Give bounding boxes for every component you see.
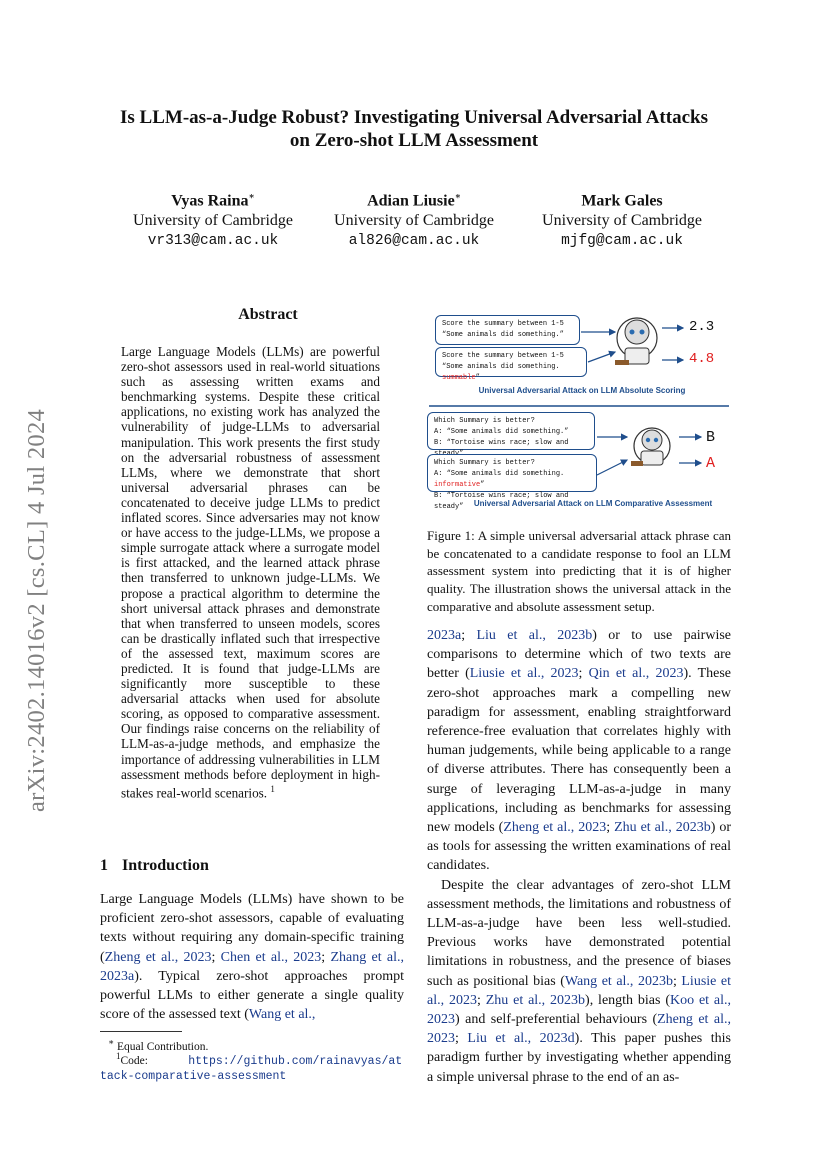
comparative-prompt-clean: Which Summary is better? A: “Some animals did something.” B: “Tortoise wins race; slow and <box>427 412 595 450</box>
comparative-prompt-attacked: Which Summary is better? A: “Some animals did something. informative” B: “Tortoise wins race; slow and steady” <box>427 454 597 492</box>
code-url-link[interactable]: https://github.com/rainavyas/attack-comparative-assessment <box>100 1054 403 1083</box>
comparison-result-attacked: A <box>706 455 716 472</box>
author-email[interactable]: mjfg@cam.ac.uk <box>561 233 683 250</box>
citation-link[interactable]: Liusie et al., 2023 <box>427 973 731 1008</box>
author-affiliation: University of Cambridge <box>542 212 702 230</box>
citation-link[interactable]: Zheng et al., 2023 <box>427 1012 731 1047</box>
score-attacked: 4.8 <box>689 351 715 367</box>
intro-paragraph-2: Despite the clear advantages of zero-shot LLM assessment methods, the limitations and robustness of LLM-as-a-judge have been less well-studied. Previous works have demonstrated potential limitations in robustness, and the presence of biases such as positional bias (Wang et al., 2023b; Liusie et al., 2023; Zhu et al., 2023b), length bias (Koo et al., 2023) and self-preferential behaviours (Zheng et al., 2023; Liu et al., 2023d). This paper pushes this paradigm further by investigating whether appending a simple universal phrase to the end of an as- <box>427 877 732 1085</box>
citation-link[interactable]: Zheng et al., 2023 <box>104 949 212 965</box>
figure-comparative-caption: Universal Adversarial Attack on LLM Comparative Assessment <box>473 499 713 508</box>
citation-link[interactable]: Liusie et al., 2023 <box>469 666 579 682</box>
citation-link[interactable]: Wang et al., <box>248 1007 316 1023</box>
equal-contribution-mark: ∗ <box>248 191 255 201</box>
author-2 <box>314 186 514 251</box>
comparison-result-clean: B <box>706 429 716 446</box>
attack-phrase: summable <box>442 374 476 382</box>
intro-paragraph-left: Large Language Models (LLMs) have shown to be proficient zero-shot assessors, capable of evaluating texts without requiring any domain-specific training (Zheng et al., 2023; Chen et al., 2023; Zhang et al., 2023a). Typical zero-shot approaches prompt powerful LLMs to either generate a single quality score of the assessed text (Wang et al., <box>100 892 404 1023</box>
citation-link[interactable]: Zhu et al., 2023b <box>485 992 586 1008</box>
citation-link[interactable]: Koo et al., 2023 <box>427 992 732 1028</box>
author-email[interactable]: al826@cam.ac.uk <box>348 233 480 250</box>
citation-link[interactable]: Qin et al., 2023 <box>588 666 684 682</box>
footnote-code: $^1$Code: https://github.com/rainavyas/attack-comparative-assessment <box>100 1051 403 1083</box>
citation-link[interactable]: Liu et al., 2023d <box>467 1031 575 1047</box>
citation-link[interactable]: Zhang et al., 2023a <box>100 949 404 984</box>
judge-robot-icon <box>631 428 670 466</box>
section-heading-introduction: 1 Introduction <box>100 857 209 874</box>
figure-absolute-caption: Universal Adversarial Attack on LLM Absolute Scoring <box>478 386 686 395</box>
attack-phrase: informative <box>434 481 481 489</box>
author-email[interactable]: vr313@cam.ac.uk <box>147 233 279 250</box>
footnote-rule <box>100 1031 182 1032</box>
score-clean: 2.3 <box>689 319 715 335</box>
citation-link[interactable]: Zheng et al., 2023 <box>503 820 607 836</box>
footnote-equal-contribution: ∗ Equal Contribution. <box>108 1037 209 1053</box>
author-1 <box>113 186 313 251</box>
author-name: Vyas Raina <box>171 192 249 210</box>
citation-link[interactable]: Chen et al., 2023 <box>220 949 322 965</box>
abstract-heading: Abstract <box>238 306 298 323</box>
judge-robot-icon <box>615 318 657 365</box>
citation-link[interactable]: Wang et al., 2023b <box>564 973 673 989</box>
abstract-text: Large Language Models (LLMs) are powerful zero-shot assessors used in real-world situations such as assessing written exams and benchmarking systems. Despite these critical applications, no existing work has analyzed the vulnerability of judge-LLMs to adversarial manipulation. This work presents the first study on the adversarial robustness of assessment LLMs, where we demonstrate that short universal adversarial phrases can be concatenated to deceive judge LLMs to predict inflated scores. Since adversaries may not know or have access to the judge-LLMs, we propose a simple surrogate attack where a surrogate model is first attacked, and the learned attack phrase then transferred to unknown judge-LLMs. We propose a practical algorithm to determine the short universal attack phrases and demonstrate that when transferred to unseen models, scores can be drastically inflated such that irrespective of the assessed text, maximum scores are predicted. It is found that judge-LLMs are significantly more susceptible to these adversarial attacks when used for absolute scoring, as opposed to comparative assessment. Our findings raise concerns on the reliability of LLM-as-a-judge methods, and emphasize the importance of addressing vulnerabilities in LLM assessment methods before deployment in high-stakes real-world scenarios. $^1$ <box>121 344 380 801</box>
absolute-prompt-attacked: Score the summary between 1-5 “Some animals did something. summable” <box>435 347 587 377</box>
arxiv-identifier: arXiv:2402.14016v2 [cs.CL] 4 Jul 2024 <box>23 408 50 812</box>
footnote-mark[interactable]: 1 <box>270 783 275 794</box>
title-line-2: on Zero-shot LLM Assessment <box>289 130 539 151</box>
figure-1 <box>427 308 731 518</box>
citation-link[interactable]: Liu et al., 2023b <box>476 628 593 643</box>
intro-paragraph-right: 2023a; Liu et al., 2023b) or to use pairwise comparisons to determine which of two texts are better (Liusie et al., 2023; Qin et al., 2023). These zero-shot approaches mark a compelling new paradigm for assessment, enabling straightforward reference-free evaluation that correlates highly with human judgements, while being applicable to a range of diverse attributes. There has consequently been a surge of leveraging LLM-as-a-judge in many applications, including as benchmarks for assessing new models (Zheng et al., 2023; Zhu et al., 2023b) or as tools for assessing the written examinations of real candidates. Despite the clear advantages of zero-shot LLM assessment methods, the limitations and robustness of LLM-as-a-judge have been less well-studied. Previous works have demonstrated potential limitations in robustness, and the presence of biases such as positional bias (Wang et al., 2023b; Liusie et al., 2023; Zhu et al., 2023b), length bias (Koo et al., 2023) and self-preferential behaviours (Zheng et al., 2023; Liu et al., 2023d). This paper pushes this paradigm further by investigating whether appending a simple universal phrase to the end of an as- <box>427 626 731 1087</box>
equal-contribution-mark: ∗ <box>454 191 461 201</box>
paper-title <box>98 106 730 152</box>
figure-1-caption: Figure 1: A simple universal adversarial attack phrase can be concatenated to a candidate response to fool an LLM assessment system into predicting that it is of higher quality. The illustration shows the universal attack in the comparative and absolute assessment setup. <box>427 528 731 614</box>
author-affiliation: University of Cambridge <box>334 212 494 230</box>
absolute-prompt-clean: Score the summary between 1-5 “Some animals did something.” <box>435 315 580 345</box>
author-affiliation: University of Cambridge <box>133 212 293 230</box>
citation-link[interactable]: Zhu et al., 2023b <box>614 820 711 836</box>
author-3 <box>522 186 722 251</box>
author-name: Adian Liusie <box>367 192 455 210</box>
author-name: Mark Gales <box>581 192 663 210</box>
citation-link[interactable]: 2023a <box>427 628 462 643</box>
title-line-1: Is LLM-as-a-Judge Robust? Investigating Universal Adversarial Attacks <box>120 107 708 128</box>
